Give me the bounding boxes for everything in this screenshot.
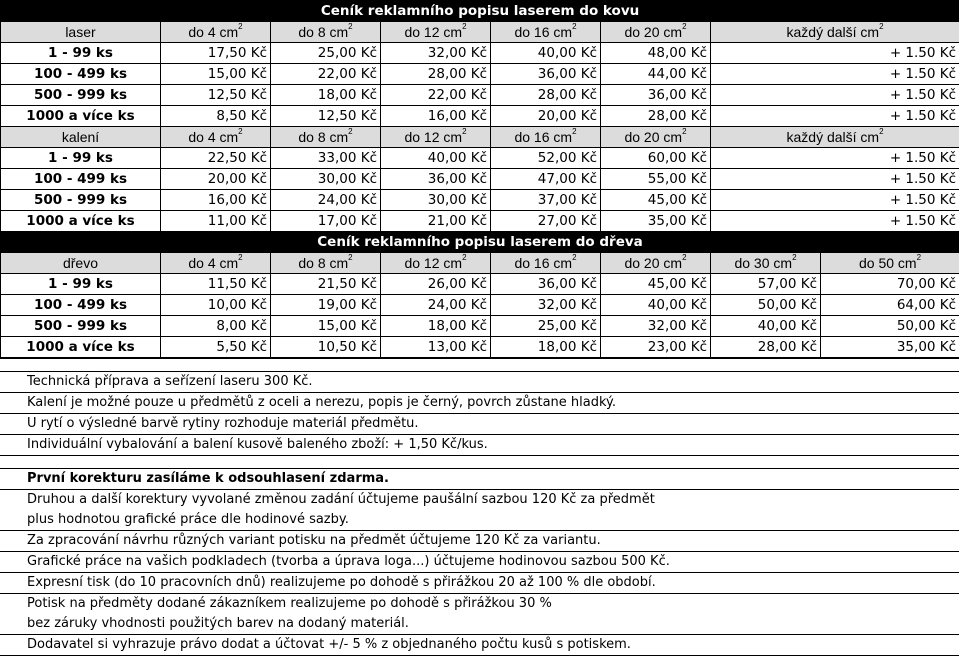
header-cell [491, 22, 601, 43]
superscript: 2 [348, 22, 353, 31]
price-cell-text: 10,00 Kč [207, 297, 267, 313]
price-cell-text: 18,00 Kč [317, 87, 377, 103]
terms-line: Grafické práce na vašich podkladech (tvorba a úprava loga...) účtujeme hodinovou sazbou 500 Kč. [0, 552, 959, 573]
price-cell [271, 295, 381, 316]
header-cell-text: do 4 cm [188, 129, 239, 145]
header-cell-text: do 4 cm [188, 255, 239, 271]
price-cell-text: 21,00 Kč [427, 213, 487, 229]
terms-bold: První korekturu zasíláme k odsouhlasení zdarma. [0, 469, 959, 490]
price-cell [161, 169, 271, 190]
table-row [1, 295, 959, 316]
price-cell [271, 85, 381, 106]
section-title-row [1, 1, 959, 22]
superscript: 2 [792, 253, 797, 262]
price-cell-text: 35,00 Kč [896, 339, 957, 355]
row-label-text: 1000 a více ks [26, 339, 135, 355]
row-label-text: 1000 a více ks [26, 108, 135, 124]
header-cell-text: do 20 cm [624, 129, 683, 145]
header-cell-text: do 12 cm [404, 129, 463, 145]
price-cell-text: 27,00 Kč [537, 213, 597, 229]
price-cell [491, 169, 601, 190]
price-cell-text: 40,00 Kč [537, 45, 597, 61]
row-label-text: 1000 a více ks [26, 213, 135, 229]
section-title-text: Ceník reklamního popisu laserem do kovu [320, 3, 640, 19]
row-label [1, 316, 161, 337]
superscript: 2 [572, 22, 577, 31]
price-cell [161, 64, 271, 85]
price-cell-text: 23,00 Kč [647, 339, 707, 355]
price-cell [821, 337, 959, 358]
price-cell-text: 20,00 Kč [537, 108, 597, 124]
section-title-text: Ceník reklamního popisu laserem do dřeva [317, 234, 643, 250]
price-cell [711, 316, 821, 337]
header-cell-text: do 8 cm [298, 129, 349, 145]
header-cell-text: do 20 cm [624, 255, 683, 271]
header-cell-text: do 16 cm [514, 24, 573, 40]
price-cell-text: 28,00 Kč [537, 87, 597, 103]
price-cell [711, 43, 959, 64]
header-cell [491, 253, 601, 274]
row-label [1, 106, 161, 127]
superscript: 2 [916, 253, 922, 262]
price-cell [821, 316, 959, 337]
price-cell-text: 21,50 Kč [317, 276, 377, 292]
price-cell [491, 43, 601, 64]
price-cell-text: + 1.50 Kč [889, 192, 957, 208]
price-cell-text: 16,00 Kč [207, 192, 267, 208]
header-cell-text: do 12 cm [404, 24, 463, 40]
header-cell-text: do 20 cm [624, 24, 683, 40]
price-cell [381, 85, 491, 106]
price-cell [601, 211, 711, 232]
price-cell [601, 43, 711, 64]
price-cell-text: + 1.50 Kč [889, 66, 957, 82]
header-cell [711, 253, 821, 274]
price-cell-text: 32,00 Kč [427, 45, 487, 61]
price-cell-text: 11,50 Kč [207, 276, 267, 292]
price-cell [381, 274, 491, 295]
price-cell-text: 8,50 Kč [216, 108, 267, 124]
price-cell-text: 17,00 Kč [317, 213, 377, 229]
row-label-text: 100 - 499 ks [33, 171, 128, 187]
price-cell-text: 24,00 Kč [317, 192, 377, 208]
table-row [1, 337, 959, 358]
price-cell-text: + 1.50 Kč [889, 87, 957, 103]
row-label-text: 100 - 499 ks [33, 66, 128, 82]
price-cell-text: 37,00 Kč [537, 192, 597, 208]
header-cell-text: do 16 cm [514, 129, 573, 145]
superscript: 2 [572, 127, 577, 136]
superscript: 2 [462, 127, 467, 136]
price-cell [711, 274, 821, 295]
price-cell [491, 274, 601, 295]
price-cell [271, 337, 381, 358]
price-cell-text: 25,00 Kč [317, 45, 377, 61]
price-cell-text: 22,00 Kč [317, 66, 377, 82]
price-cell-text: 28,00 Kč [757, 339, 817, 355]
price-cell-text: 22,00 Kč [427, 87, 487, 103]
price-cell [161, 316, 271, 337]
row-label-text: 500 - 999 ks [33, 318, 128, 334]
price-cell-text: 36,00 Kč [537, 66, 597, 82]
header-cell-text: do 30 cm [734, 255, 793, 271]
price-cell [161, 295, 271, 316]
price-cell [711, 106, 959, 127]
terms-text: Potisk na předměty dodané zákazníkem realizujeme po dohodě s přirážkou 30 % [27, 596, 552, 611]
price-cell [711, 337, 821, 358]
price-cell-text: + 1.50 Kč [889, 45, 957, 61]
superscript: 2 [348, 127, 353, 136]
terms-text: plus hodnotou grafické práce dle hodinové sazby. [27, 512, 349, 527]
price-cell [601, 337, 711, 358]
terms-text: Druhou a další korektury vyvolané změnou zadání účtujeme paušální sazbou 120 Kč za předmět [27, 492, 655, 507]
header-label [1, 22, 161, 43]
superscript: 2 [682, 22, 687, 31]
superscript: 2 [879, 22, 884, 31]
price-cell [601, 106, 711, 127]
price-cell-text: 30,00 Kč [427, 192, 487, 208]
price-cell [161, 43, 271, 64]
price-cell-text: 19,00 Kč [317, 297, 377, 313]
header-cell [711, 22, 959, 43]
price-cell [601, 169, 711, 190]
price-cell-text: 50,00 Kč [757, 297, 817, 313]
price-cell-text: 36,00 Kč [537, 276, 597, 292]
price-cell-text: 44,00 Kč [647, 66, 707, 82]
note-line: Technická příprava a seřízení laseru 300 Kč. [0, 372, 959, 393]
price-cell [381, 43, 491, 64]
price-cell-text: 16,00 Kč [427, 108, 487, 124]
header-label-text: dřevo [62, 255, 99, 271]
row-label [1, 295, 161, 316]
price-cell-text: 32,00 Kč [647, 318, 707, 334]
note-line: U rytí o výsledné barvě rytiny rozhoduje materiál předmětu. [0, 414, 959, 435]
spacer-row [0, 456, 959, 469]
price-cell [271, 106, 381, 127]
price-cell-text: 64,00 Kč [896, 297, 957, 313]
header-label-text: kalení [61, 129, 100, 145]
row-label [1, 85, 161, 106]
price-cell-text: 12,50 Kč [317, 108, 377, 124]
price-cell-text: 15,00 Kč [317, 318, 377, 334]
price-cell [711, 148, 959, 169]
price-cell [381, 337, 491, 358]
section-title [1, 1, 959, 22]
section-title [1, 232, 959, 253]
price-cell [711, 64, 959, 85]
header-cell [271, 127, 381, 148]
row-label [1, 64, 161, 85]
header-cell [601, 253, 711, 274]
price-cell-text: 17,50 Kč [207, 45, 267, 61]
price-cell [381, 148, 491, 169]
price-cell [381, 295, 491, 316]
price-cell-text: 57,00 Kč [757, 276, 817, 292]
price-cell-text: 10,50 Kč [317, 339, 377, 355]
price-cell [491, 211, 601, 232]
price-cell [821, 274, 959, 295]
header-cell [271, 253, 381, 274]
price-cell [711, 85, 959, 106]
superscript: 2 [238, 127, 243, 136]
section-title-row [1, 232, 959, 253]
price-cell [601, 64, 711, 85]
price-cell-text: 47,00 Kč [537, 171, 597, 187]
price-cell [161, 85, 271, 106]
superscript: 2 [348, 253, 353, 262]
header-cell-text: do 4 cm [188, 24, 239, 40]
row-label [1, 337, 161, 358]
price-cell [601, 295, 711, 316]
row-label [1, 148, 161, 169]
price-cell [491, 190, 601, 211]
price-cell-text: + 1.50 Kč [889, 150, 957, 166]
header-cell [161, 253, 271, 274]
price-cell [381, 106, 491, 127]
superscript: 2 [572, 253, 577, 262]
header-cell [161, 127, 271, 148]
table-row [1, 106, 959, 127]
price-cell [491, 148, 601, 169]
terms-line [0, 594, 959, 635]
price-cell [381, 64, 491, 85]
superscript: 2 [682, 127, 687, 136]
price-cell-text: 25,00 Kč [537, 318, 597, 334]
price-cell [601, 316, 711, 337]
price-cell-text: 33,00 Kč [317, 150, 377, 166]
price-cell [271, 43, 381, 64]
superscript: 2 [238, 253, 243, 262]
note-line: Kalení je možné pouze u předmětů z oceli a nerezu, popis je černý, povrch zůstane hladký. [0, 393, 959, 414]
price-cell [161, 211, 271, 232]
superscript: 2 [462, 253, 467, 262]
header-label-text: laser [65, 24, 96, 40]
price-cell [821, 295, 959, 316]
header-cell [601, 22, 711, 43]
price-cell-text: 11,00 Kč [207, 213, 267, 229]
price-cell-text: 12,50 Kč [207, 87, 267, 103]
price-cell [381, 169, 491, 190]
terms-line: Expresní tisk (do 10 pracovních dnů) realizujeme po dohodě s přirážkou 20 až 100 % dle období. [0, 573, 959, 594]
table-row [1, 190, 959, 211]
price-cell [601, 148, 711, 169]
header-cell-text: každý další cm [786, 24, 880, 40]
table-row [1, 274, 959, 295]
price-cell [161, 148, 271, 169]
price-cell-text: 36,00 Kč [647, 87, 707, 103]
price-cell-text: 28,00 Kč [427, 66, 487, 82]
table-row [1, 316, 959, 337]
terms-text: bez záruky vhodnosti použitých barev na dodaný materiál. [27, 616, 409, 631]
price-cell-text: 40,00 Kč [757, 318, 817, 334]
price-cell-text: 32,00 Kč [537, 297, 597, 313]
price-cell-text: 18,00 Kč [427, 318, 487, 334]
price-cell [161, 337, 271, 358]
row-label-text: 1 - 99 ks [48, 276, 113, 292]
row-label-text: 1 - 99 ks [48, 150, 113, 166]
price-cell-text: 40,00 Kč [427, 150, 487, 166]
superscript: 2 [682, 253, 687, 262]
terms-line: Dodavatel si vyhrazuje právo dodat a účtovat +/- 5 % z objednaného počtu kusů s potiskem. [0, 635, 959, 656]
price-cell-text: 35,00 Kč [647, 213, 707, 229]
price-cell [601, 274, 711, 295]
price-cell-text: 48,00 Kč [647, 45, 707, 61]
price-cell [601, 85, 711, 106]
header-cell-text: do 12 cm [404, 255, 463, 271]
table-row [1, 148, 959, 169]
price-cell [271, 190, 381, 211]
price-cell [271, 274, 381, 295]
price-cell-text: 55,00 Kč [647, 171, 707, 187]
table-row [1, 85, 959, 106]
price-cell [491, 106, 601, 127]
row-label [1, 43, 161, 64]
price-cell [711, 295, 821, 316]
price-cell-text: + 1.50 Kč [889, 213, 957, 229]
table-row [1, 211, 959, 232]
header-row [1, 127, 959, 148]
spacer-row [0, 359, 959, 372]
price-cell-text: 8,00 Kč [216, 318, 267, 334]
row-label-text: 500 - 999 ks [33, 87, 128, 103]
price-cell [491, 64, 601, 85]
header-cell [601, 127, 711, 148]
row-label [1, 190, 161, 211]
header-row [1, 22, 959, 43]
price-cell [161, 106, 271, 127]
price-cell [711, 190, 959, 211]
price-cell-text: 15,00 Kč [207, 66, 267, 82]
superscript: 2 [462, 22, 467, 31]
price-cell-text: 40,00 Kč [647, 297, 707, 313]
row-label-text: 1 - 99 ks [48, 45, 113, 61]
price-cell [491, 337, 601, 358]
price-cell-text: 20,00 Kč [207, 171, 267, 187]
table-row [1, 169, 959, 190]
header-label [1, 253, 161, 274]
header-cell [821, 253, 959, 274]
price-cell-text: 70,00 Kč [896, 276, 957, 292]
note-line: Individuální vybalování a balení kusově baleného zboží: + 1,50 Kč/kus. [0, 435, 959, 456]
row-label [1, 211, 161, 232]
price-cell-text: 45,00 Kč [647, 276, 707, 292]
price-cell [381, 316, 491, 337]
price-cell [491, 85, 601, 106]
header-cell-text: do 8 cm [298, 255, 349, 271]
price-cell-text: 13,00 Kč [427, 339, 487, 355]
header-cell [161, 22, 271, 43]
superscript: 2 [238, 22, 243, 31]
price-cell [491, 316, 601, 337]
price-cell-text: 30,00 Kč [317, 171, 377, 187]
price-cell-text: 5,50 Kč [216, 339, 267, 355]
price-cell-text: + 1.50 Kč [889, 171, 957, 187]
price-cell-text: 45,00 Kč [647, 192, 707, 208]
price-cell-text: 36,00 Kč [427, 171, 487, 187]
header-cell [381, 253, 491, 274]
header-cell [381, 22, 491, 43]
table-row [1, 64, 959, 85]
price-cell [711, 169, 959, 190]
price-cell-text: 52,00 Kč [537, 150, 597, 166]
header-cell [711, 127, 959, 148]
row-label [1, 274, 161, 295]
header-cell [271, 22, 381, 43]
header-cell [381, 127, 491, 148]
price-cell [161, 190, 271, 211]
price-cell-text: 28,00 Kč [647, 108, 707, 124]
notes-table [0, 358, 959, 656]
header-row [1, 253, 959, 274]
price-cell-text: 22,50 Kč [207, 150, 267, 166]
price-cell-text: + 1.50 Kč [889, 108, 957, 124]
price-cell [271, 169, 381, 190]
price-cell-text: 24,00 Kč [427, 297, 487, 313]
header-label [1, 127, 161, 148]
price-cell [271, 211, 381, 232]
superscript: 2 [879, 127, 884, 136]
price-cell [381, 211, 491, 232]
price-cell [271, 316, 381, 337]
table-row [1, 43, 959, 64]
row-label-text: 500 - 999 ks [33, 192, 128, 208]
price-cell [711, 211, 959, 232]
header-cell-text: do 50 cm [859, 255, 917, 271]
header-cell [491, 127, 601, 148]
price-cell [161, 274, 271, 295]
terms-line [0, 490, 959, 531]
price-cell [381, 190, 491, 211]
price-cell [271, 148, 381, 169]
price-cell [601, 190, 711, 211]
header-cell-text: do 8 cm [298, 24, 349, 40]
price-cell-text: 60,00 Kč [647, 150, 707, 166]
price-cell [491, 295, 601, 316]
header-cell-text: do 16 cm [514, 255, 573, 271]
price-cell [271, 64, 381, 85]
price-cell-text: 26,00 Kč [427, 276, 487, 292]
row-label-text: 100 - 499 ks [33, 297, 128, 313]
terms-line: Za zpracování návrhu různých variant potisku na předmět účtujeme 120 Kč za variantu. [0, 531, 959, 552]
price-cell-text: 50,00 Kč [896, 318, 957, 334]
row-label [1, 169, 161, 190]
price-cell-text: 18,00 Kč [537, 339, 597, 355]
header-cell-text: každý další cm [786, 129, 880, 145]
